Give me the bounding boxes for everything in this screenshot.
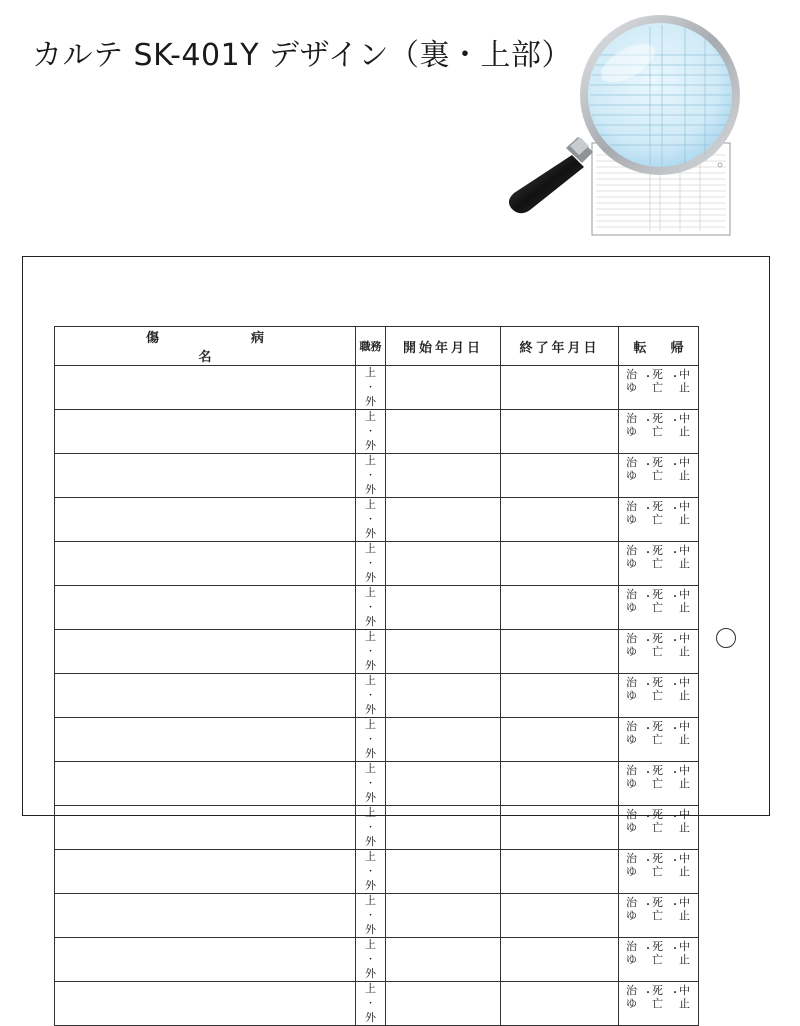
page-title: カルテ SK-401Y デザイン（裏・上部） bbox=[32, 38, 572, 73]
disease-name-cell[interactable] bbox=[55, 806, 356, 850]
outcome-cell[interactable]: 治 ゆ ・ 死 亡 ・ 中 止 bbox=[619, 630, 699, 674]
table-row bbox=[55, 454, 699, 498]
outcome-cell[interactable]: 治 ゆ ・ 死 亡 ・ 中 止 bbox=[619, 982, 699, 1026]
punch-hole bbox=[716, 628, 736, 648]
end-date-cell[interactable] bbox=[501, 938, 619, 982]
end-date-cell[interactable] bbox=[501, 674, 619, 718]
outcome-cell[interactable]: 治 ゆ ・ 死 亡 ・ 中 止 bbox=[619, 938, 699, 982]
start-date-cell[interactable] bbox=[386, 806, 501, 850]
disease-name-cell[interactable] bbox=[55, 850, 356, 894]
end-date-cell[interactable] bbox=[501, 630, 619, 674]
duty-cell[interactable]: 上 ・ 外 bbox=[356, 894, 386, 938]
table-row bbox=[55, 850, 699, 894]
disease-name-cell[interactable] bbox=[55, 542, 356, 586]
outcome-cell[interactable]: 治 ゆ ・ 死 亡 ・ 中 止 bbox=[619, 366, 699, 410]
table-row bbox=[55, 630, 699, 674]
end-date-cell[interactable] bbox=[501, 366, 619, 410]
outcome-cell[interactable]: 治 ゆ ・ 死 亡 ・ 中 止 bbox=[619, 718, 699, 762]
outcome-cell[interactable]: 治 ゆ ・ 死 亡 ・ 中 止 bbox=[619, 762, 699, 806]
end-date-cell[interactable] bbox=[501, 982, 619, 1026]
end-date-cell[interactable] bbox=[501, 718, 619, 762]
disease-name-cell[interactable] bbox=[55, 938, 356, 982]
table-header-row bbox=[55, 327, 699, 366]
duty-cell[interactable]: 上 ・ 外 bbox=[356, 674, 386, 718]
start-date-cell[interactable] bbox=[386, 630, 501, 674]
start-date-cell[interactable] bbox=[386, 498, 501, 542]
table-row bbox=[55, 410, 699, 454]
start-date-cell[interactable] bbox=[386, 850, 501, 894]
start-date-cell[interactable] bbox=[386, 938, 501, 982]
end-date-cell[interactable] bbox=[501, 586, 619, 630]
outcome-cell[interactable]: 治 ゆ ・ 死 亡 ・ 中 止 bbox=[619, 806, 699, 850]
outcome-cell[interactable]: 治 ゆ ・ 死 亡 ・ 中 止 bbox=[619, 410, 699, 454]
duty-cell[interactable]: 上 ・ 外 bbox=[356, 366, 386, 410]
header-end-date: 終了年月日 bbox=[501, 327, 619, 366]
end-date-cell[interactable] bbox=[501, 410, 619, 454]
disease-name-cell[interactable] bbox=[55, 630, 356, 674]
outcome-cell[interactable]: 治 ゆ ・ 死 亡 ・ 中 止 bbox=[619, 586, 699, 630]
outcome-cell[interactable]: 治 ゆ ・ 死 亡 ・ 中 止 bbox=[619, 542, 699, 586]
duty-cell[interactable]: 上 ・ 外 bbox=[356, 410, 386, 454]
table-row bbox=[55, 366, 699, 410]
duty-cell[interactable]: 上 ・ 外 bbox=[356, 718, 386, 762]
start-date-cell[interactable] bbox=[386, 982, 501, 1026]
disease-name-cell[interactable] bbox=[55, 366, 356, 410]
start-date-cell[interactable] bbox=[386, 454, 501, 498]
disease-table bbox=[54, 326, 699, 1026]
duty-cell[interactable]: 上 ・ 外 bbox=[356, 938, 386, 982]
magnifier-illustration bbox=[500, 5, 750, 240]
disease-name-cell[interactable] bbox=[55, 498, 356, 542]
duty-cell[interactable]: 上 ・ 外 bbox=[356, 586, 386, 630]
outcome-cell[interactable]: 治 ゆ ・ 死 亡 ・ 中 止 bbox=[619, 674, 699, 718]
table-row bbox=[55, 674, 699, 718]
end-date-cell[interactable] bbox=[501, 894, 619, 938]
end-date-cell[interactable] bbox=[501, 542, 619, 586]
magnifier-handle-icon bbox=[509, 137, 593, 213]
header-disease-name: 傷 病名 bbox=[55, 327, 356, 366]
start-date-cell[interactable] bbox=[386, 366, 501, 410]
start-date-cell[interactable] bbox=[386, 894, 501, 938]
duty-cell[interactable]: 上 ・ 外 bbox=[356, 982, 386, 1026]
start-date-cell[interactable] bbox=[386, 762, 501, 806]
duty-cell[interactable]: 上 ・ 外 bbox=[356, 762, 386, 806]
disease-name-cell[interactable] bbox=[55, 674, 356, 718]
end-date-cell[interactable] bbox=[501, 498, 619, 542]
outcome-cell[interactable]: 治 ゆ ・ 死 亡 ・ 中 止 bbox=[619, 498, 699, 542]
duty-cell[interactable]: 上 ・ 外 bbox=[356, 850, 386, 894]
duty-cell[interactable]: 上 ・ 外 bbox=[356, 542, 386, 586]
start-date-cell[interactable] bbox=[386, 718, 501, 762]
disease-name-cell[interactable] bbox=[55, 982, 356, 1026]
disease-name-cell[interactable] bbox=[55, 718, 356, 762]
table-row bbox=[55, 762, 699, 806]
outcome-cell[interactable]: 治 ゆ ・ 死 亡 ・ 中 止 bbox=[619, 454, 699, 498]
disease-name-cell[interactable] bbox=[55, 586, 356, 630]
magnifier-lens-icon bbox=[580, 15, 740, 175]
header-outcome: 転 帰 bbox=[619, 327, 699, 366]
duty-cell[interactable]: 上 ・ 外 bbox=[356, 454, 386, 498]
table-row bbox=[55, 982, 699, 1026]
disease-name-cell[interactable] bbox=[55, 762, 356, 806]
disease-name-cell[interactable] bbox=[55, 410, 356, 454]
table-row bbox=[55, 806, 699, 850]
duty-cell[interactable]: 上 ・ 外 bbox=[356, 806, 386, 850]
duty-cell[interactable]: 上 ・ 外 bbox=[356, 630, 386, 674]
table-row bbox=[55, 718, 699, 762]
start-date-cell[interactable] bbox=[386, 542, 501, 586]
table-row bbox=[55, 894, 699, 938]
table-row bbox=[55, 938, 699, 982]
duty-cell[interactable]: 上 ・ 外 bbox=[356, 498, 386, 542]
outcome-cell[interactable]: 治 ゆ ・ 死 亡 ・ 中 止 bbox=[619, 850, 699, 894]
header-duty: 職務 bbox=[356, 327, 386, 366]
end-date-cell[interactable] bbox=[501, 850, 619, 894]
end-date-cell[interactable] bbox=[501, 454, 619, 498]
table-row bbox=[55, 586, 699, 630]
start-date-cell[interactable] bbox=[386, 586, 501, 630]
end-date-cell[interactable] bbox=[501, 806, 619, 850]
start-date-cell[interactable] bbox=[386, 410, 501, 454]
disease-name-cell[interactable] bbox=[55, 894, 356, 938]
outcome-cell[interactable]: 治 ゆ ・ 死 亡 ・ 中 止 bbox=[619, 894, 699, 938]
header-start-date: 開始年月日 bbox=[386, 327, 501, 366]
start-date-cell[interactable] bbox=[386, 674, 501, 718]
table-row bbox=[55, 542, 699, 586]
end-date-cell[interactable] bbox=[501, 762, 619, 806]
table-row bbox=[55, 498, 699, 542]
disease-name-cell[interactable] bbox=[55, 454, 356, 498]
